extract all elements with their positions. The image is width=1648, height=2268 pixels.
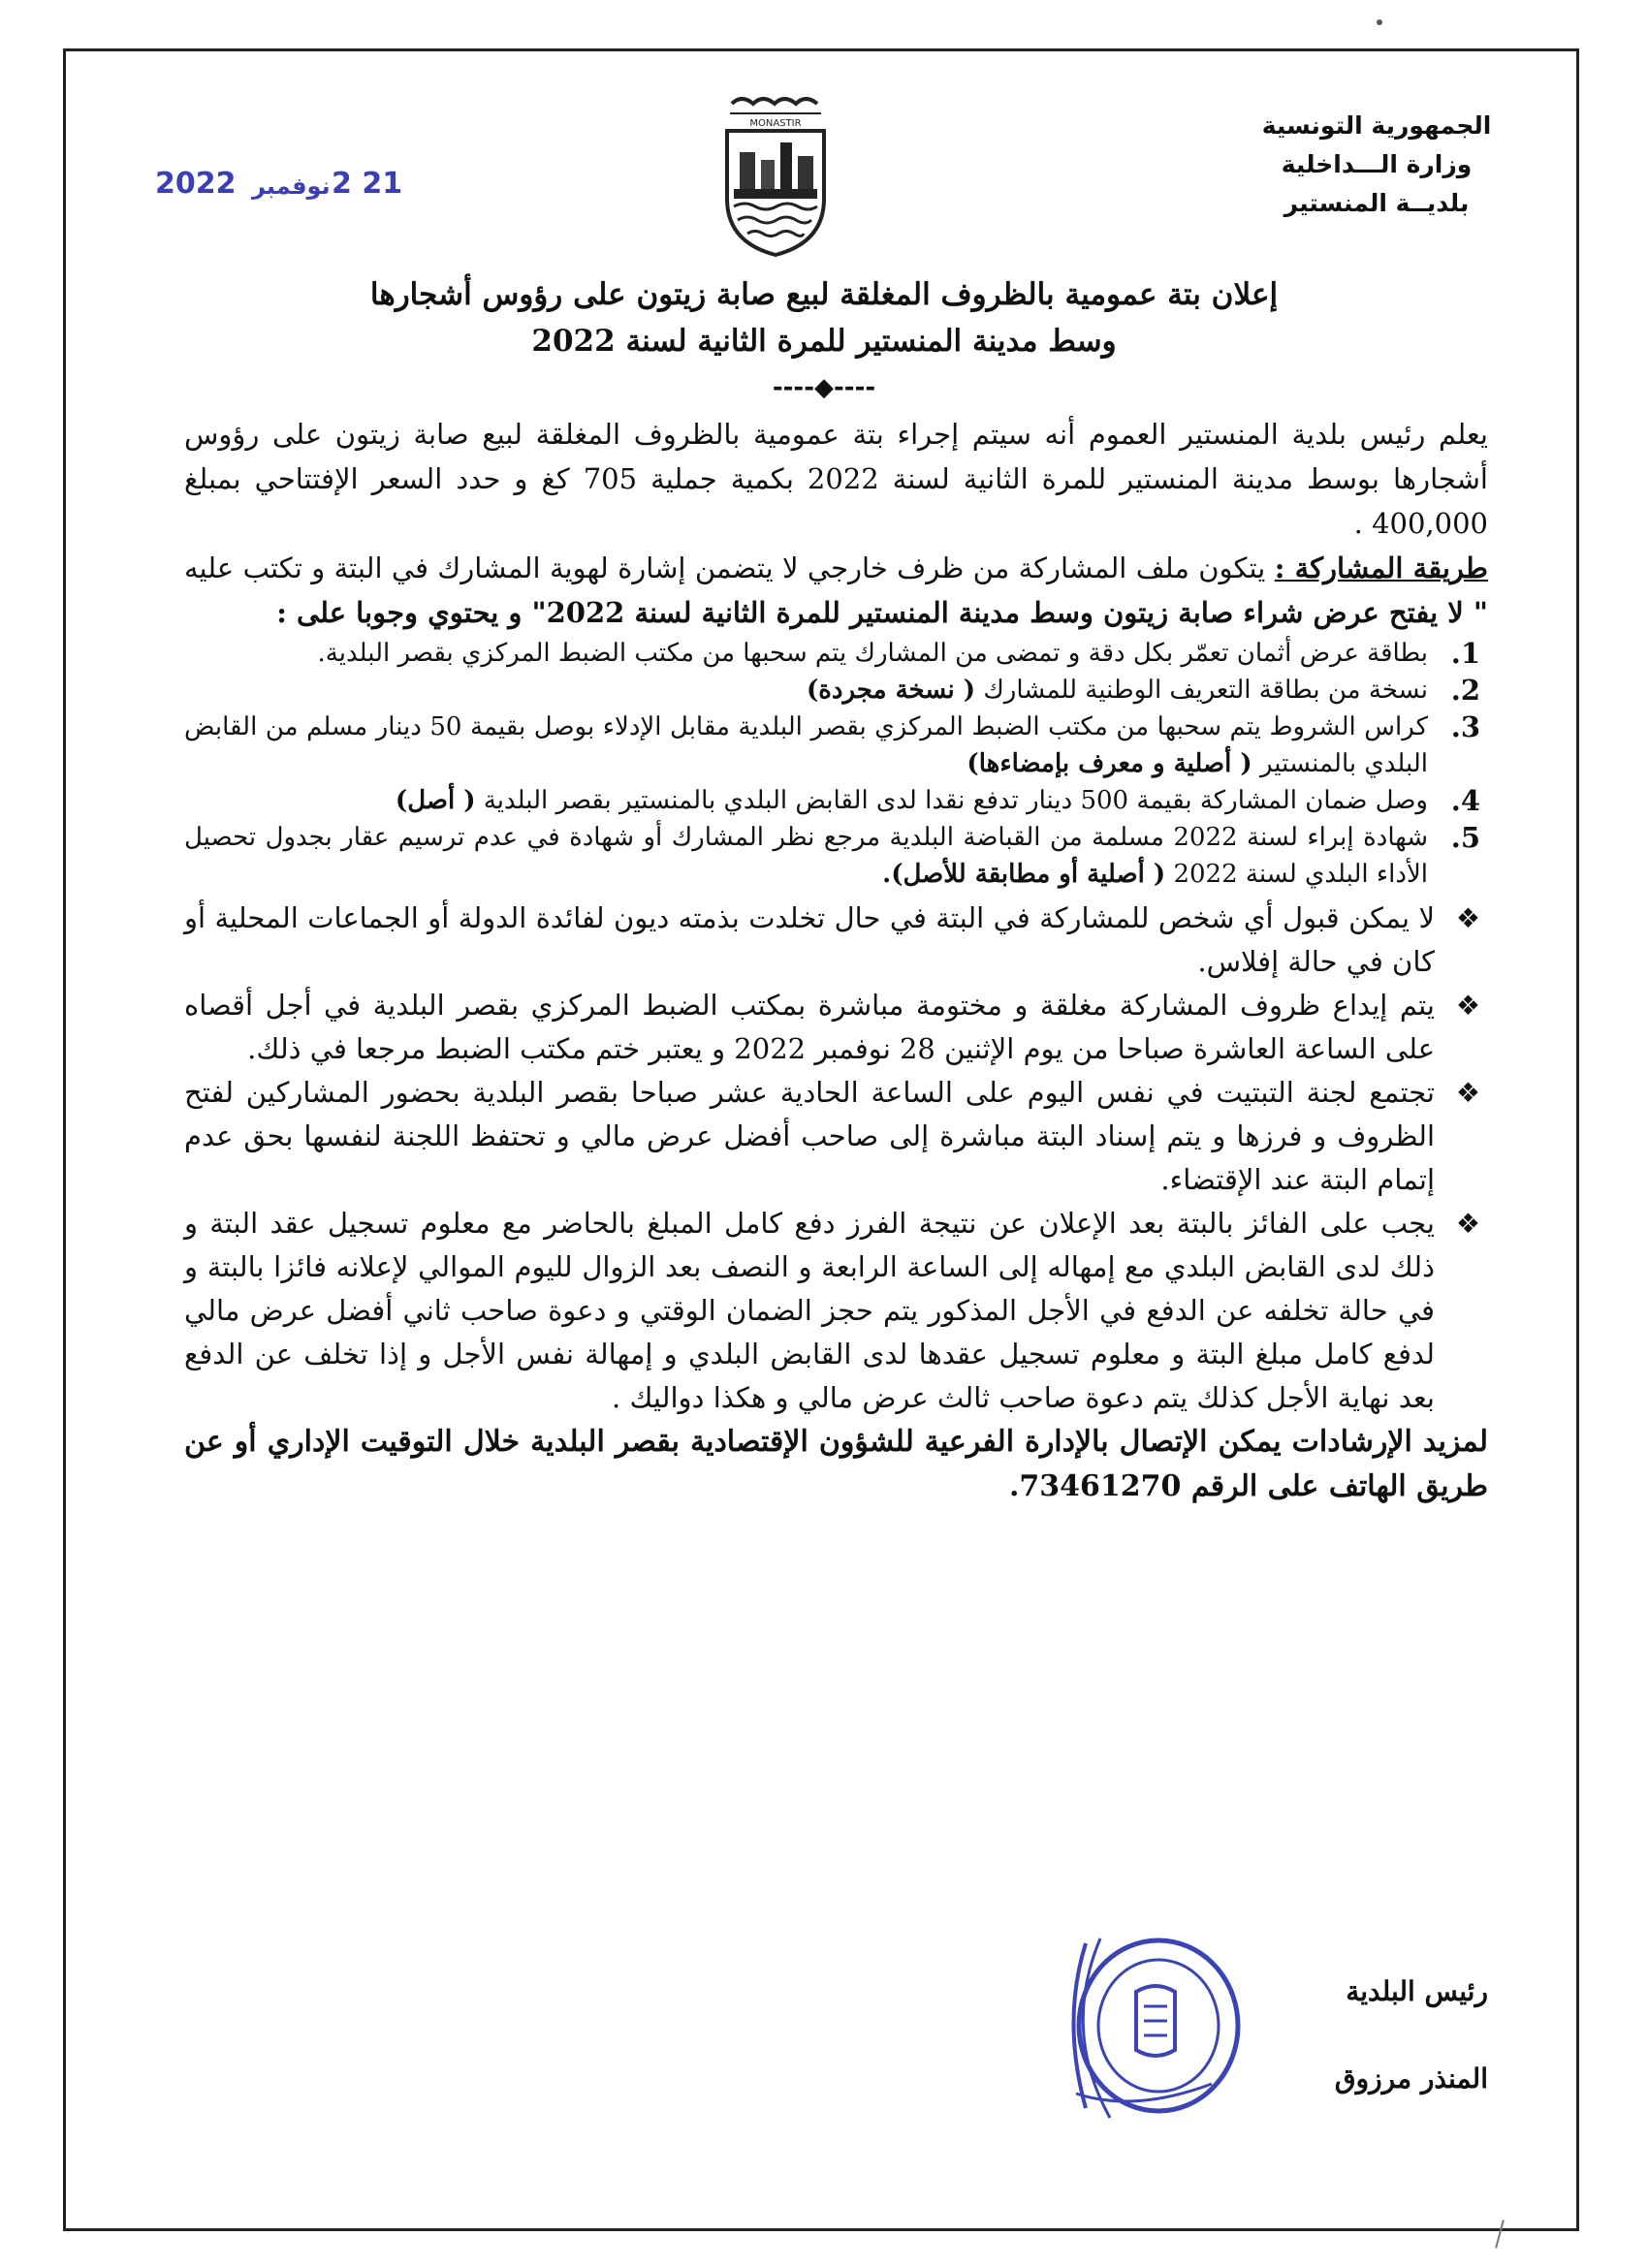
stamp-year: 2022: [155, 167, 237, 201]
envelope-inscription: " لا يفتح عرض شراء صابة زيتون وسط مدينة المنستير للمرة الثانية لسنة 2022" و يحتوي وجوبا على :: [276, 596, 1488, 629]
document-item: [184, 782, 1488, 819]
title-separator: ----◆----: [772, 373, 876, 402]
stamp-month: نوفمبر: [252, 173, 331, 200]
monastir-emblem-icon: [713, 92, 839, 257]
participation-paragraph: [184, 546, 1488, 635]
condition-text: تجتمع لجنة التبتيت في نفس اليوم على الساعة الحادية عشر صباحا بقصر البلدية بحضور المشاركين لفتح الظروف و فرزها و يتم إسناد البتة مباشرة إلى صاحب أفضل عرض مالي و تحتفظ اللجنة لنفسها بحق عدم إتمام البتة عند الإقتضاء.: [184, 1076, 1435, 1196]
condition-item: [184, 1071, 1488, 1202]
conditions-list: [184, 897, 1488, 1420]
required-documents-list: [184, 635, 1488, 893]
issuer-header: [1221, 107, 1532, 223]
signature-block: [1335, 1948, 1488, 2123]
document-text: شهادة إبراء لسنة 2022 مسلمة من القباضة البلدية مرجع نظر المشارك أو شهادة في عدم ترسيم عقار بجدول تحصيل الأداء البلدي لسنة 2022: [184, 823, 1429, 889]
document-text: نسخة من بطاقة التعريف الوطنية للمشارك: [983, 676, 1428, 705]
document-item: [184, 672, 1488, 709]
intro-paragraph: يعلم رئيس بلدية المنستير العموم أنه سيتم إجراء بتة عمومية بالظروف المغلقة لبيع صابة زيتون على رؤوس أشجارها بوسط مدينة المنستير للمرة الثانية لسنة 2022 بكمية جملية 705 كغ و حدد السعر الإفتتاحي بمبلغ 400,000 .: [184, 418, 1488, 540]
participation-text: يتكون ملف المشاركة من ظرف خارجي لا يتضمن إشارة لهوية المشارك في البتة و تكتب عليه: [184, 551, 1266, 584]
document-number: 1.: [1450, 637, 1480, 670]
signatory-title: رئيس البلدية: [1346, 1975, 1488, 2007]
condition-item: [184, 897, 1488, 984]
diamond-bullet-icon: ❖: [1455, 1208, 1480, 1240]
document-item: [184, 635, 1488, 672]
scan-speck: [1377, 19, 1382, 25]
document-item: [184, 819, 1488, 893]
contact-paragraph: لمزيد الإرشادات يمكن الإتصال بالإدارة الفرعية للشؤون الإقتصادية بقصر البلدية خلال التوقيت الإداري أو عن طريق الهاتف على الرقم 73461270.: [184, 1425, 1488, 1503]
announcement-title: [194, 271, 1454, 364]
document-item: [184, 709, 1488, 782]
participation-label: طريقة المشاركة :: [1274, 551, 1489, 584]
ministry-name: وزارة الـــداخلية: [1281, 150, 1473, 178]
condition-text: يتم إيداع ظروف المشاركة مغلقة و مختومة مباشرة بمكتب الضبط المركزي بقصر البلدية في أجل أقصاه على الساعة العاشرة صباحا من يوم الإثنين 28 نوفمبر 2022 و يعتبر ختم مكتب الضبط مرجعا في ذلك.: [184, 989, 1435, 1065]
stamp-day: 2 21: [332, 167, 403, 201]
signatory-name: المنذر مرزوق: [1334, 2063, 1488, 2095]
condition-text: يجب على الفائز بالبتة بعد الإعلان عن نتيجة الفرز دفع كامل المبلغ بالحاضر مع معلوم تسجيل عقد البتة و ذلك لدى القابض البلدي مع إمهاله إلى الساعة الرابعة و النصف بعد الزوال لليوم الموالي لإعلانه فائزا بالبتة و في حالة تخلفه عن الدفع في الأجل المذكور يتم حجز الضمان الوقتي و دعوة صاحب ثاني أفضل عرض مالي لدفع كامل مبلغ البتة و معلوم تسجيل عقدها لدى القابض البلدي و إمهالة نفس الأجل و إذا تخلف عن الدفع بعد نهاية الأجل كذلك يتم دعوة صاحب ثالث عرض مالي و هكذا دواليك .: [184, 1207, 1435, 1414]
document-text: كراس الشروط يتم سحبها من مكتب الضبط المركزي بقصر البلدية مقابل الإدلاء بوصل بقيمة 50 دينار مسلم من القابض البلدي بالمنستير: [184, 712, 1428, 778]
condition-item: [184, 984, 1488, 1071]
country-name: الجمهورية التونسية: [1261, 111, 1492, 140]
condition-item: [184, 1202, 1488, 1420]
document-note: ( نسخة مجردة): [806, 676, 976, 705]
document-number: 3.: [1450, 710, 1480, 743]
diamond-bullet-icon: ❖: [1455, 990, 1480, 1022]
document-note: ( أصل): [395, 786, 476, 815]
document-text: بطاقة عرض أثمان تعمّر بكل دقة و تمضى من المشارك يتم سحبها من مكتب الضبط المركزي بقصر البلدية.: [317, 639, 1428, 668]
document-text: وصل ضمان المشاركة بقيمة 500 دينار تدفع نقدا لدى القابض البلدي بالمنستير بقصر البلدية: [483, 786, 1428, 815]
diamond-bullet-icon: ❖: [1455, 1077, 1480, 1109]
official-seal-icon: [1047, 1924, 1260, 2127]
diamond-bullet-icon: ❖: [1455, 902, 1480, 934]
municipality-name: بلديــة المنستير: [1284, 189, 1470, 217]
document-number: 5.: [1450, 821, 1480, 854]
document-number: 2.: [1450, 674, 1480, 707]
condition-text: لا يمكن قبول أي شخص للمشاركة في البتة في حال تخلدت بذمته ديون لفائدة الدولة أو الجماعات المحلية أو كان في حالة إفلاس.: [184, 901, 1435, 978]
document-note: ( أصلية أو مطابقة للأصل).: [882, 860, 1166, 889]
announcement-body: [184, 412, 1488, 1509]
title-line-2: وسط مدينة المنستير للمرة الثانية لسنة 2022: [531, 324, 1117, 359]
title-line-1: إعلان بتة عمومية بالظروف المغلقة لبيع صابة زيتون على رؤوس أشجارها: [369, 277, 1279, 312]
document-note: ( أصلية و معرف بإمضاءها): [967, 749, 1252, 778]
document-number: 4.: [1450, 784, 1480, 817]
date-stamp: [155, 167, 403, 215]
emblem-caption: MONASTIR: [749, 118, 802, 129]
